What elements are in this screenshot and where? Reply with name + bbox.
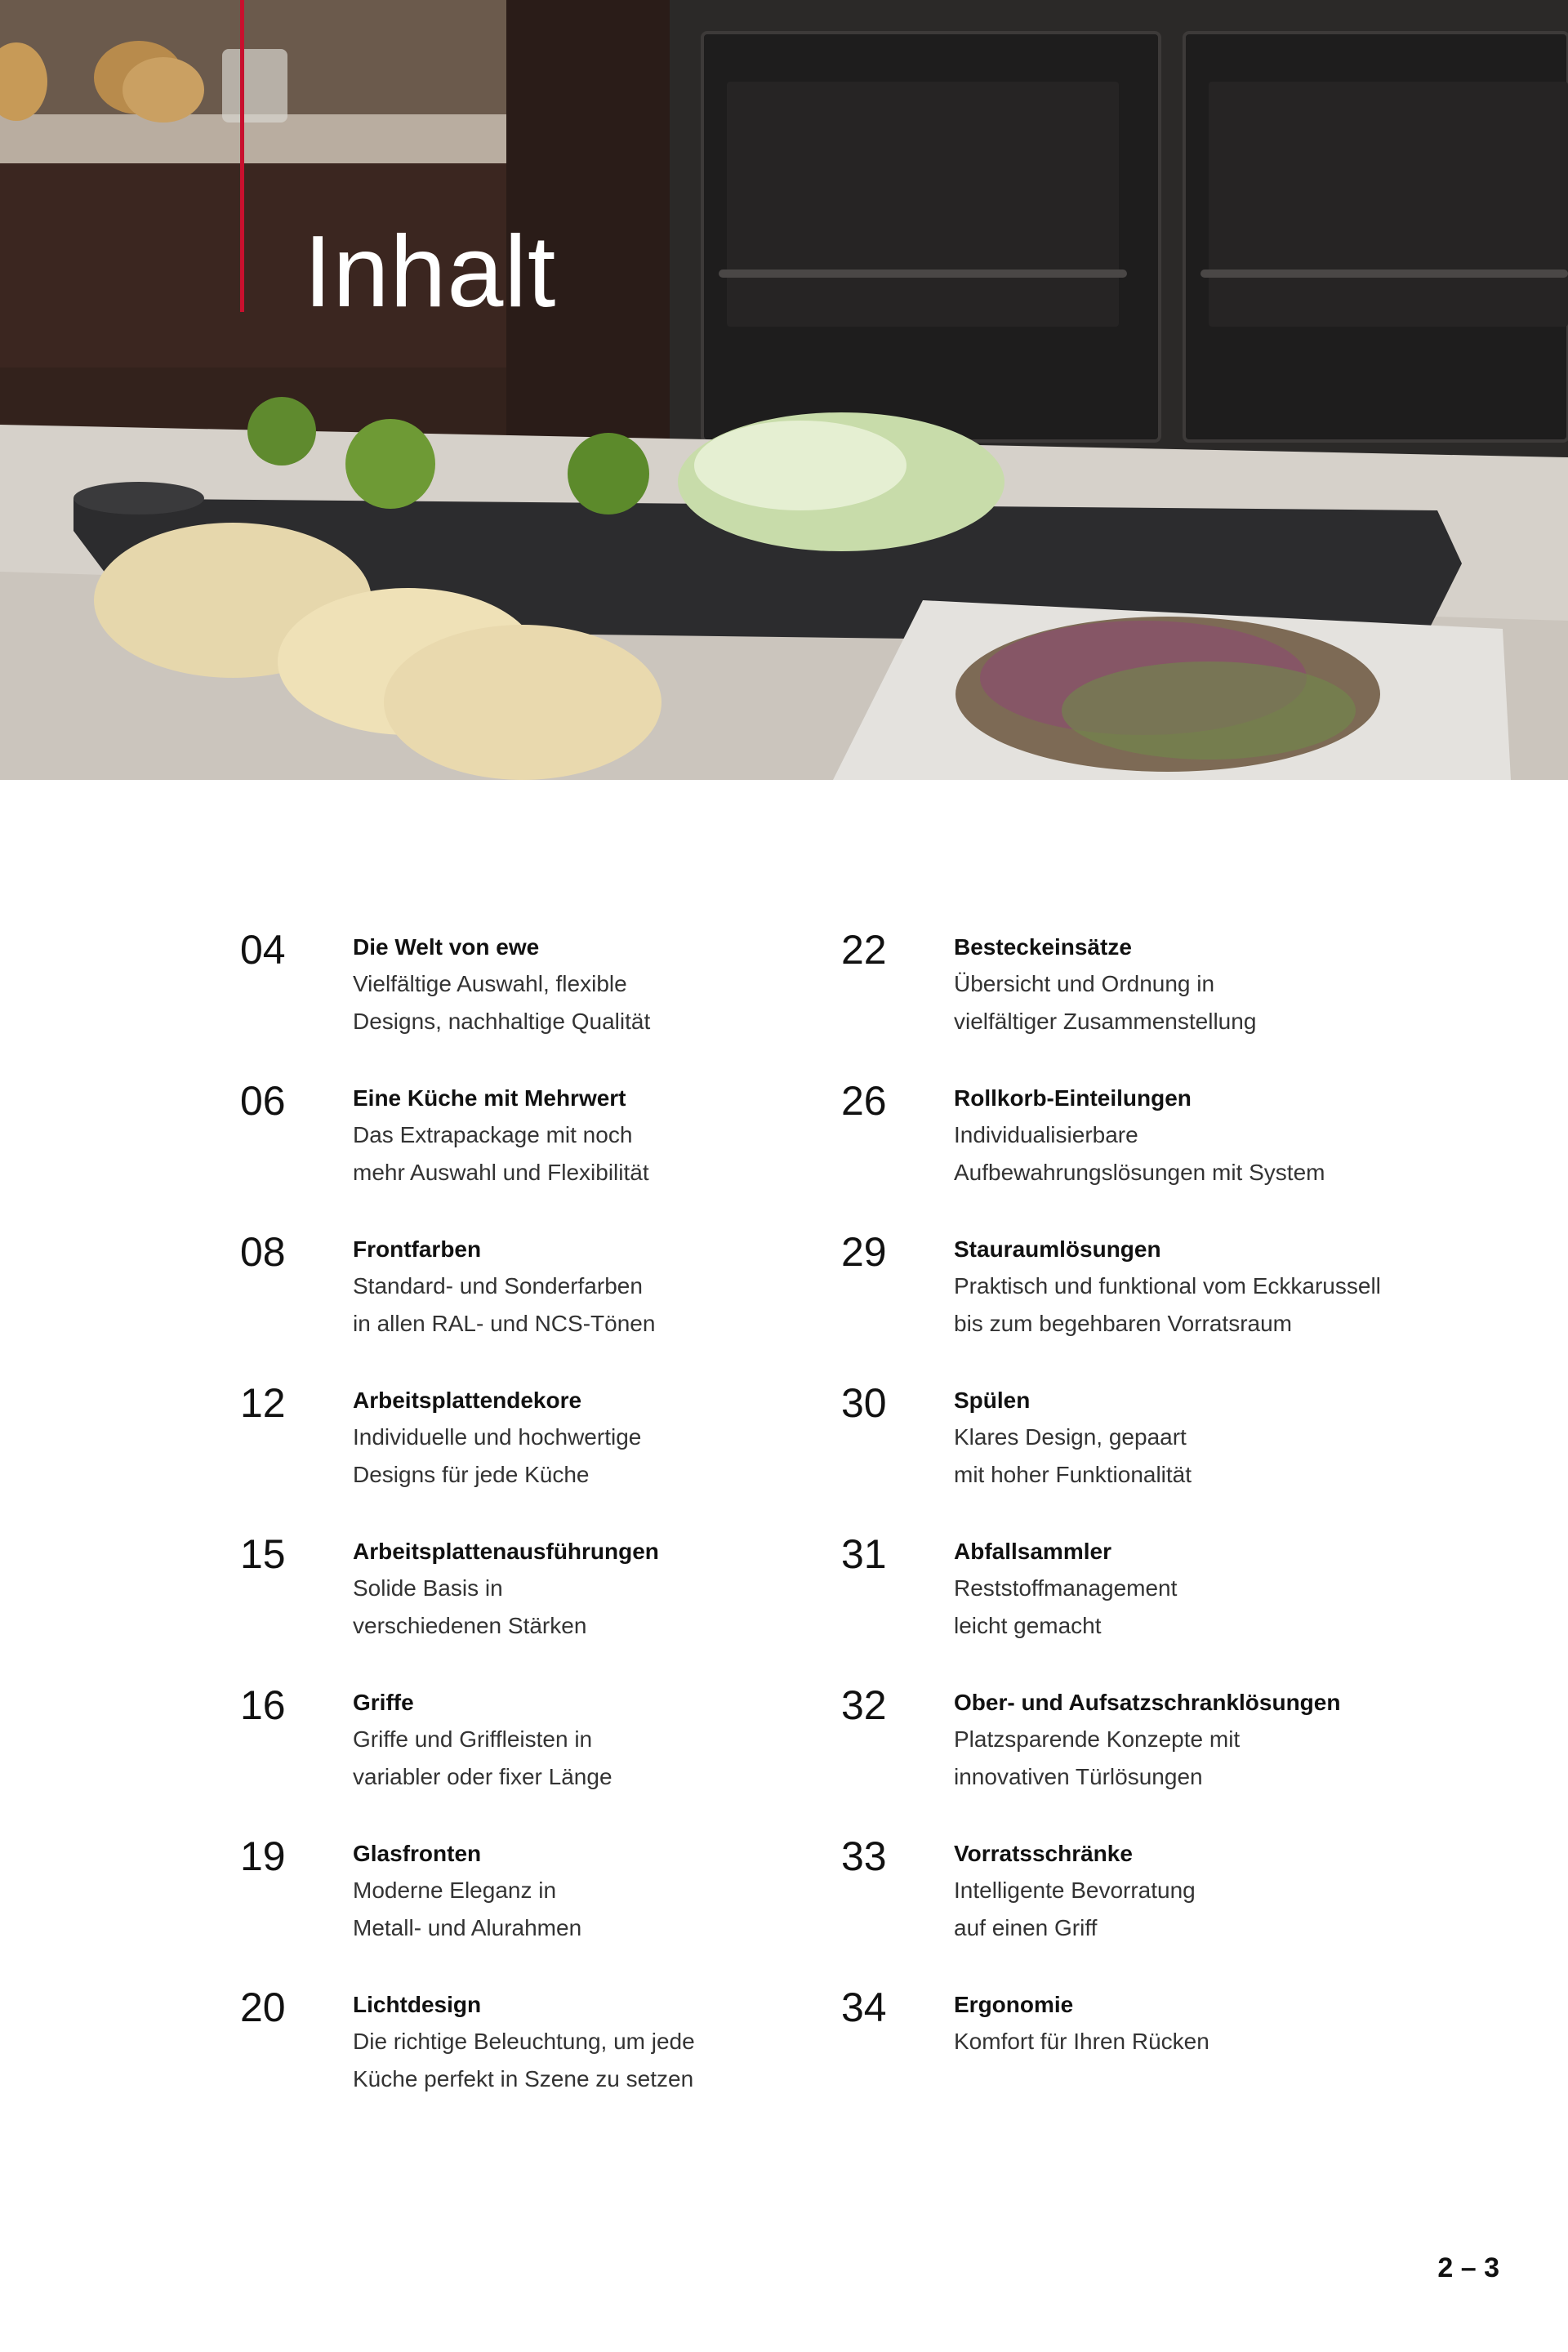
toc-page-number: 22: [841, 927, 887, 973]
toc-heading: Abfallsammler: [954, 1539, 1111, 1564]
page-number: 2 – 3: [1437, 2252, 1499, 2283]
toc-page-number: 16: [240, 1682, 286, 1728]
toc-heading: Ergonomie: [954, 1992, 1074, 2017]
toc-desc-line-1: Klares Design, gepaart: [954, 1424, 1187, 1450]
toc-heading: Die Welt von ewe: [353, 934, 540, 960]
toc-entry[interactable]: [240, 1980, 861, 2132]
toc-page-number: 08: [240, 1229, 286, 1275]
toc-desc-line-2: Metall- und Alurahmen: [353, 1915, 582, 1940]
toc-desc-line-2: verschiedenen Stärken: [353, 1613, 587, 1638]
page-title: Inhalt: [304, 216, 557, 328]
hero-image: [0, 0, 1568, 780]
toc-page-number: 06: [240, 1078, 286, 1124]
toc-column-right: [841, 923, 1462, 2132]
toc-desc-line-1: Platzsparende Konzepte mit: [954, 1726, 1241, 1752]
toc-column-left: [240, 923, 861, 2132]
toc-heading: Lichtdesign: [353, 1992, 482, 2017]
toc-desc-line-1: Standard- und Sonderfarben: [353, 1273, 643, 1298]
toc-entry[interactable]: [841, 1074, 1462, 1225]
toc-page-number: 31: [841, 1531, 887, 1577]
toc-heading: Besteckeinsätze: [954, 934, 1132, 960]
toc-desc-line-2: mehr Auswahl und Flexibilität: [353, 1160, 649, 1185]
toc-entry[interactable]: [240, 923, 861, 1074]
toc-page-number: 04: [240, 927, 286, 973]
toc-entry[interactable]: [240, 1829, 861, 1980]
toc-desc-line-1: Griffe und Griffleisten in: [353, 1726, 593, 1752]
toc-desc-line-2: Aufbewahrungslösungen mit System: [954, 1160, 1325, 1185]
toc-page-number: 19: [240, 1833, 286, 1879]
toc-heading: Griffe: [353, 1690, 414, 1715]
toc-desc-line-1: Die richtige Beleuchtung, um jede: [353, 2029, 695, 2054]
toc-desc-line-2: auf einen Griff: [954, 1915, 1098, 1940]
toc-desc-line-2: leicht gemacht: [954, 1613, 1102, 1638]
toc-entry[interactable]: [240, 1527, 861, 1678]
toc-entry[interactable]: [841, 923, 1462, 1074]
toc-desc-line-1: Individualisierbare: [954, 1122, 1138, 1147]
toc-entry[interactable]: [240, 1074, 861, 1225]
toc-desc-line-1: Praktisch und funktional vom Eckkarussell: [954, 1273, 1381, 1298]
toc-entry[interactable]: [240, 1225, 861, 1376]
toc-desc-line-2: innovativen Türlösungen: [954, 1764, 1203, 1789]
toc-heading: Stauraumlösungen: [954, 1236, 1161, 1262]
toc-entry[interactable]: [240, 1678, 861, 1829]
toc-desc-line-1: Vielfältige Auswahl, flexible: [353, 971, 627, 996]
toc-entry[interactable]: [841, 1376, 1462, 1527]
toc-heading: Eine Küche mit Mehrwert: [353, 1085, 626, 1111]
toc-heading: Vorratsschränke: [954, 1841, 1133, 1866]
toc-entry[interactable]: [841, 1527, 1462, 1678]
toc-desc-line-1: Solide Basis in: [353, 1575, 503, 1601]
toc-desc-line-2: Designs für jede Küche: [353, 1462, 590, 1487]
toc-desc-line-2: Designs, nachhaltige Qualität: [353, 1009, 651, 1034]
toc-page-number: 34: [841, 1984, 887, 2030]
toc-desc-line-1: Reststoffmanagement: [954, 1575, 1178, 1601]
toc-desc-line-2: Küche perfekt in Szene zu setzen: [353, 2066, 694, 2091]
toc-page-number: 15: [240, 1531, 286, 1577]
toc-desc-line-1: Komfort für Ihren Rücken: [954, 2029, 1209, 2054]
toc-heading: Arbeitsplattendekore: [353, 1388, 582, 1413]
toc-page-number: 26: [841, 1078, 887, 1124]
toc-desc-line-2: bis zum begehbaren Vorratsraum: [954, 1311, 1292, 1336]
toc-entry[interactable]: [841, 1980, 1462, 2132]
toc-page-number: 20: [240, 1984, 286, 2030]
toc-desc-line-2: mit hoher Funktionalität: [954, 1462, 1192, 1487]
toc-entry[interactable]: [240, 1376, 861, 1527]
toc-page-number: 12: [240, 1380, 286, 1426]
toc-heading: Arbeitsplattenausführungen: [353, 1539, 659, 1564]
toc-desc-line-2: vielfältiger Zusammenstellung: [954, 1009, 1257, 1034]
toc-heading: Ober- und Aufsatzschranklösungen: [954, 1690, 1341, 1715]
toc-page-number: 33: [841, 1833, 887, 1879]
toc-heading: Rollkorb-Einteilungen: [954, 1085, 1192, 1111]
toc-desc-line-1: Übersicht und Ordnung in: [954, 971, 1215, 996]
toc-entry[interactable]: [841, 1829, 1462, 1980]
toc-entry[interactable]: [841, 1678, 1462, 1829]
toc-desc-line-1: Moderne Eleganz in: [353, 1878, 557, 1903]
toc-desc-line-1: Intelligente Bevorratung: [954, 1878, 1196, 1903]
toc-desc-line-2: variabler oder fixer Länge: [353, 1764, 612, 1789]
toc-desc-line-2: in allen RAL- und NCS-Tönen: [353, 1311, 656, 1336]
toc-page-number: 30: [841, 1380, 887, 1426]
toc-desc-line-1: Individuelle und hochwertige: [353, 1424, 642, 1450]
toc-page-number: 32: [841, 1682, 887, 1728]
toc-desc-line-1: Das Extrapackage mit noch: [353, 1122, 633, 1147]
toc-heading: Frontfarben: [353, 1236, 482, 1262]
toc-page-number: 29: [841, 1229, 887, 1275]
toc-entry[interactable]: [841, 1225, 1462, 1376]
kitchen-scene-illustration: [0, 0, 1568, 780]
toc-heading: Glasfronten: [353, 1841, 482, 1866]
toc-heading: Spülen: [954, 1388, 1031, 1413]
accent-line: [240, 0, 244, 312]
